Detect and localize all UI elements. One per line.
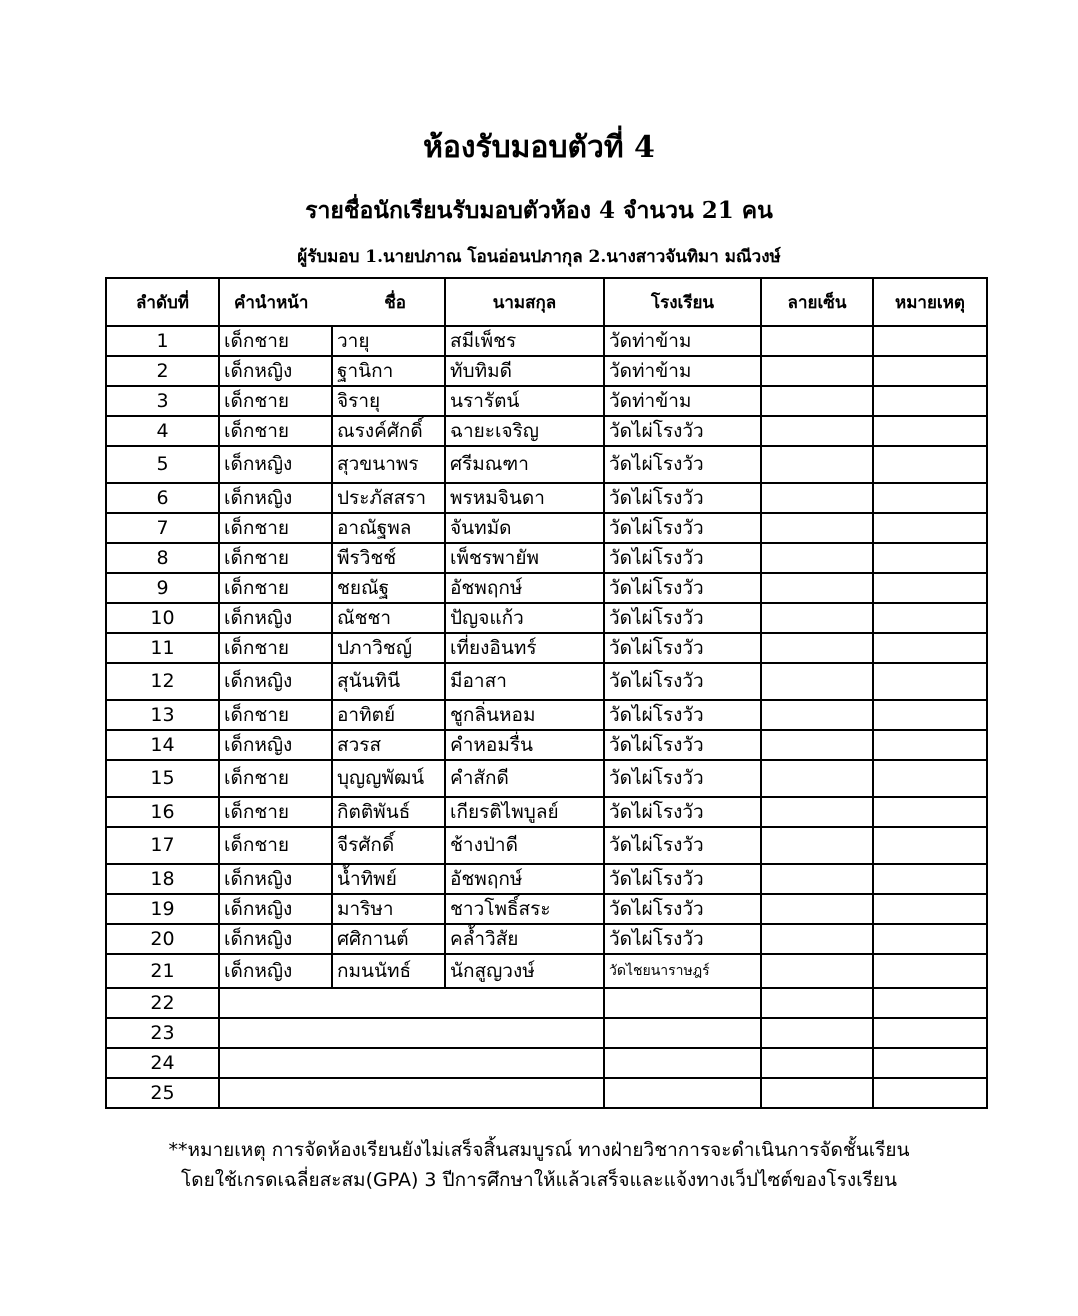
cell-school: วัดไผ่โรงวัว: [604, 797, 761, 827]
cell-last-name: นักสูญวงษ์: [445, 954, 604, 988]
cell-no: 18: [106, 864, 219, 894]
cell-last-name: คำสักดี: [445, 760, 604, 797]
cell-signature: [761, 326, 873, 356]
table-row: [106, 954, 987, 988]
cell-no: 15: [106, 760, 219, 797]
cell-signature: [761, 730, 873, 760]
page-title: ห้องรับมอบตัวที่ 4: [423, 130, 655, 165]
cell-school: วัดไผ่โรงวัว: [604, 700, 761, 730]
cell-signature: [761, 446, 873, 483]
cell-remark: [873, 700, 987, 730]
cell-no: 1: [106, 326, 219, 356]
cell-prefix: [219, 1018, 604, 1048]
cell-no: 3: [106, 386, 219, 416]
cell-signature: [761, 827, 873, 864]
cell-remark: [873, 483, 987, 513]
cell-remark: [873, 573, 987, 603]
table-row: [106, 864, 987, 894]
cell-school: วัดไผ่โรงวัว: [604, 513, 761, 543]
cell-prefix: เด็กหญิง: [219, 730, 332, 760]
cell-first-name: อาณัฐพล: [332, 513, 445, 543]
cell-no: 21: [106, 954, 219, 988]
cell-school: วัดไผ่โรงวัว: [604, 573, 761, 603]
cell-first-name: ณัชชา: [332, 603, 445, 633]
cell-remark: [873, 1048, 987, 1078]
table-row: [106, 573, 987, 603]
table-row: [106, 513, 987, 543]
cell-no: 11: [106, 633, 219, 663]
table-row: [106, 386, 987, 416]
header-last-name: นามสกุล: [445, 278, 604, 326]
cell-last-name: คำหอมรื่น: [445, 730, 604, 760]
cell-school: วัดท่าข้าม: [604, 326, 761, 356]
cell-signature: [761, 603, 873, 633]
table-row: [106, 633, 987, 663]
footnote-line-1: **หมายเหตุ การจัดห้องเรียนยังไม่เสร็จสิ้นสมบูรณ์ ทางฝ่ายวิชาการจะดำเนินการจัดชั้นเรียน: [168, 1139, 910, 1161]
header-first-name: ชื่อ: [384, 292, 406, 313]
table-row: [106, 730, 987, 760]
cell-first-name: สวรส: [332, 730, 445, 760]
cell-school: วัดไผ่โรงวัว: [604, 446, 761, 483]
cell-last-name: คล้ำวิสัย: [445, 924, 604, 954]
cell-first-name: กมนนัทธ์: [332, 954, 445, 988]
cell-school: วัดท่าข้าม: [604, 356, 761, 386]
receivers-line: ผู้รับมอบ 1.นายปภาณ โอนอ่อนปภากุล 2.นางสาวจันทิมา มณีวงษ์: [297, 247, 781, 267]
cell-remark: [873, 797, 987, 827]
cell-school: วัดไผ่โรงวัว: [604, 864, 761, 894]
cell-school: วัดไผ่โรงวัว: [604, 760, 761, 797]
cell-school: วัดไผ่โรงวัว: [604, 416, 761, 446]
cell-remark: [873, 864, 987, 894]
cell-no: 8: [106, 543, 219, 573]
header-prefix: คำนำหน้า: [234, 292, 309, 313]
table-row: [106, 988, 987, 1018]
cell-no: 10: [106, 603, 219, 633]
cell-prefix: เด็กชาย: [219, 827, 332, 864]
cell-first-name: จิรายุ: [332, 386, 445, 416]
cell-no: 13: [106, 700, 219, 730]
cell-prefix: [219, 1078, 604, 1108]
cell-no: 17: [106, 827, 219, 864]
cell-last-name: เกียรติไพบูลย์: [445, 797, 604, 827]
cell-remark: [873, 924, 987, 954]
cell-signature: [761, 700, 873, 730]
cell-prefix: เด็กชาย: [219, 797, 332, 827]
cell-signature: [761, 1078, 873, 1108]
table-row: [106, 894, 987, 924]
cell-no: 2: [106, 356, 219, 386]
header-row: [106, 278, 987, 326]
cell-first-name: ศศิกานต์: [332, 924, 445, 954]
cell-remark: [873, 386, 987, 416]
cell-prefix: เด็กชาย: [219, 633, 332, 663]
cell-school: วัดไผ่โรงวัว: [604, 603, 761, 633]
cell-remark: [873, 326, 987, 356]
cell-first-name: อาทิตย์: [332, 700, 445, 730]
cell-prefix: เด็กชาย: [219, 700, 332, 730]
cell-first-name: ชยณัฐ: [332, 573, 445, 603]
cell-remark: [873, 730, 987, 760]
cell-last-name: อัชพฤกษ์: [445, 573, 604, 603]
cell-last-name: พรหมจินดา: [445, 483, 604, 513]
table-row: [106, 543, 987, 573]
cell-signature: [761, 894, 873, 924]
table-row: [106, 603, 987, 633]
cell-no: 4: [106, 416, 219, 446]
cell-signature: [761, 356, 873, 386]
cell-school: [604, 1048, 761, 1078]
cell-signature: [761, 386, 873, 416]
cell-prefix: [219, 988, 604, 1018]
cell-no: 12: [106, 663, 219, 700]
cell-prefix: เด็กหญิง: [219, 954, 332, 988]
cell-last-name: ชูกลิ่นหอม: [445, 700, 604, 730]
table-row: [106, 446, 987, 483]
cell-signature: [761, 543, 873, 573]
cell-school: [604, 1018, 761, 1048]
cell-remark: [873, 356, 987, 386]
cell-first-name: ณรงค์ศักดิ์: [332, 416, 445, 446]
cell-prefix: เด็กหญิง: [219, 446, 332, 483]
table-row: [106, 483, 987, 513]
cell-school: วัดไผ่โรงวัว: [604, 543, 761, 573]
table-row: [106, 1078, 987, 1108]
cell-no: 20: [106, 924, 219, 954]
cell-no: 23: [106, 1018, 219, 1048]
cell-prefix: เด็กชาย: [219, 573, 332, 603]
cell-first-name: ปภาวิชญ์: [332, 633, 445, 663]
cell-first-name: วายุ: [332, 326, 445, 356]
cell-prefix: เด็กหญิง: [219, 864, 332, 894]
cell-signature: [761, 633, 873, 663]
cell-last-name: สมีเพ็ชร: [445, 326, 604, 356]
cell-first-name: บุญญพัฒน์: [332, 760, 445, 797]
page-subtitle: รายชื่อนักเรียนรับมอบตัวห้อง 4 จำนวน 21 คน: [305, 197, 773, 224]
cell-prefix: เด็กหญิง: [219, 603, 332, 633]
cell-prefix: เด็กชาย: [219, 416, 332, 446]
cell-prefix: เด็กหญิง: [219, 483, 332, 513]
cell-signature: [761, 864, 873, 894]
cell-remark: [873, 827, 987, 864]
cell-prefix: เด็กชาย: [219, 513, 332, 543]
roster-body: [106, 326, 987, 1108]
cell-last-name: ศรีมณฑา: [445, 446, 604, 483]
cell-no: 22: [106, 988, 219, 1018]
table-row: [106, 356, 987, 386]
cell-prefix: เด็กหญิง: [219, 356, 332, 386]
cell-prefix: เด็กชาย: [219, 386, 332, 416]
header-name-group: [219, 278, 445, 326]
cell-signature: [761, 954, 873, 988]
cell-school: วัดไผ่โรงวัว: [604, 730, 761, 760]
cell-signature: [761, 416, 873, 446]
cell-no: 24: [106, 1048, 219, 1078]
cell-first-name: มาริษา: [332, 894, 445, 924]
cell-signature: [761, 1048, 873, 1078]
cell-last-name: ปัญจแก้ว: [445, 603, 604, 633]
cell-signature: [761, 513, 873, 543]
cell-first-name: ฐานิกา: [332, 356, 445, 386]
cell-no: 5: [106, 446, 219, 483]
cell-last-name: เที่ยงอินทร์: [445, 633, 604, 663]
table-row: [106, 797, 987, 827]
cell-prefix: เด็กหญิง: [219, 663, 332, 700]
table-row: [106, 1048, 987, 1078]
cell-remark: [873, 988, 987, 1018]
cell-first-name: สุนันทินี: [332, 663, 445, 700]
cell-prefix: เด็กหญิง: [219, 924, 332, 954]
cell-school: วัดไผ่โรงวัว: [604, 827, 761, 864]
table-row: [106, 326, 987, 356]
cell-school: วัดไผ่โรงวัว: [604, 483, 761, 513]
cell-school: วัดท่าข้าม: [604, 386, 761, 416]
table-row: [106, 924, 987, 954]
cell-prefix: เด็กชาย: [219, 326, 332, 356]
cell-first-name: น้ำทิพย์: [332, 864, 445, 894]
cell-last-name: ฉายะเจริญ: [445, 416, 604, 446]
cell-no: 19: [106, 894, 219, 924]
cell-no: 6: [106, 483, 219, 513]
cell-prefix: [219, 1048, 604, 1078]
cell-signature: [761, 1018, 873, 1048]
header-school: โรงเรียน: [604, 278, 761, 326]
cell-last-name: มีอาสา: [445, 663, 604, 700]
cell-prefix: เด็กชาย: [219, 543, 332, 573]
header-signature: ลายเซ็น: [761, 278, 873, 326]
cell-last-name: เพ็ชรพายัพ: [445, 543, 604, 573]
header-remark: หมายเหตุ: [873, 278, 987, 326]
cell-school: วัดไชยนาราษฎร์: [604, 954, 761, 988]
cell-last-name: ช้างป่าดี: [445, 827, 604, 864]
cell-remark: [873, 446, 987, 483]
cell-remark: [873, 894, 987, 924]
table-row: [106, 1018, 987, 1048]
cell-school: [604, 988, 761, 1018]
header-no: ลำดับที่: [106, 278, 219, 326]
cell-remark: [873, 603, 987, 633]
cell-signature: [761, 663, 873, 700]
cell-first-name: พีรวิชช์: [332, 543, 445, 573]
cell-signature: [761, 924, 873, 954]
cell-no: 7: [106, 513, 219, 543]
cell-first-name: ประภัสสรา: [332, 483, 445, 513]
cell-remark: [873, 663, 987, 700]
cell-remark: [873, 633, 987, 663]
table-row: [106, 700, 987, 730]
cell-remark: [873, 513, 987, 543]
cell-signature: [761, 483, 873, 513]
cell-first-name: สุวขนาพร: [332, 446, 445, 483]
cell-no: 25: [106, 1078, 219, 1108]
cell-last-name: จันทมัด: [445, 513, 604, 543]
cell-no: 9: [106, 573, 219, 603]
cell-remark: [873, 543, 987, 573]
cell-prefix: เด็กหญิง: [219, 894, 332, 924]
cell-signature: [761, 573, 873, 603]
cell-signature: [761, 760, 873, 797]
cell-signature: [761, 797, 873, 827]
roster-table: [105, 277, 988, 1109]
cell-last-name: นรารัตน์: [445, 386, 604, 416]
cell-school: วัดไผ่โรงวัว: [604, 894, 761, 924]
cell-first-name: จีรศักดิ์: [332, 827, 445, 864]
table-row: [106, 760, 987, 797]
footnote-line-2: โดยใช้เกรดเฉลี่ยสะสม(GPA) 3 ปีการศึกษาให้แล้วเสร็จและแจ้งทางเว็ปไซต์ของโรงเรียน: [181, 1169, 897, 1191]
cell-remark: [873, 760, 987, 797]
cell-remark: [873, 954, 987, 988]
cell-no: 14: [106, 730, 219, 760]
table-row: [106, 827, 987, 864]
cell-remark: [873, 416, 987, 446]
cell-last-name: อัชพฤกษ์: [445, 864, 604, 894]
cell-school: วัดไผ่โรงวัว: [604, 663, 761, 700]
table-row: [106, 663, 987, 700]
cell-school: วัดไผ่โรงวัว: [604, 633, 761, 663]
cell-school: วัดไผ่โรงวัว: [604, 924, 761, 954]
cell-last-name: ทับทิมดี: [445, 356, 604, 386]
cell-remark: [873, 1078, 987, 1108]
cell-last-name: ชาวโพธิ์สระ: [445, 894, 604, 924]
cell-school: [604, 1078, 761, 1108]
cell-signature: [761, 988, 873, 1018]
cell-remark: [873, 1018, 987, 1048]
table-row: [106, 416, 987, 446]
cell-first-name: กิตติพันธ์: [332, 797, 445, 827]
cell-no: 16: [106, 797, 219, 827]
cell-prefix: เด็กชาย: [219, 760, 332, 797]
